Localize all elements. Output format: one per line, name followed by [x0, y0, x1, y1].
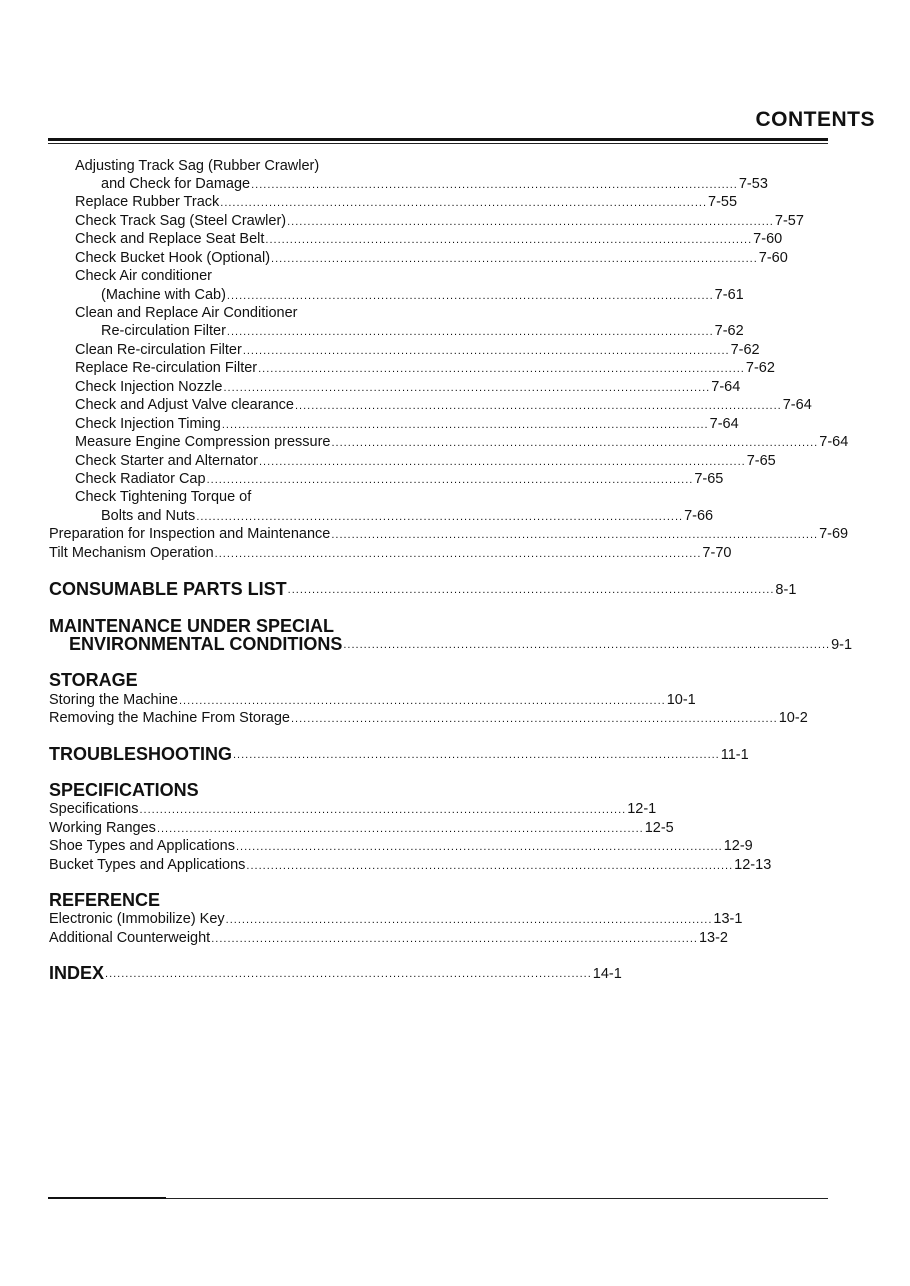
toc-entry-replace-rubber-track[interactable]: [75, 193, 738, 211]
toc-section-maintenance-heading: MAINTENANCE UNDER SPECIAL: [49, 616, 335, 636]
toc-entry-electronic-key[interactable]: [49, 910, 743, 928]
toc-leader: ........................................................................................................................: [156, 823, 644, 835]
toc-leader: ........................................................................................................................: [287, 584, 775, 596]
toc-page: 7-69: [819, 526, 849, 542]
toc-label: Check Starter and Alternator: [75, 453, 258, 469]
toc-entry-starter-alternator[interactable]: [75, 452, 776, 470]
toc-page: 7-64: [711, 379, 741, 395]
toc-section-environmental-conditions[interactable]: [69, 633, 853, 655]
toc-entry-shoe-types[interactable]: [49, 837, 753, 855]
toc-leader: ........................................................................................................................: [223, 382, 711, 394]
toc-label: Working Ranges: [49, 820, 156, 836]
toc-entry-bolts-and-nuts[interactable]: [101, 507, 714, 525]
toc-label: Additional Counterweight: [49, 930, 211, 946]
toc-label: Check Track Sag (Steel Crawler): [75, 213, 287, 229]
toc-entry-preparation[interactable]: [49, 525, 849, 543]
toc-label: INDEX: [49, 963, 105, 983]
toc-leader: ........................................................................................................................: [258, 363, 745, 375]
toc-label: Check Injection Nozzle: [75, 379, 223, 395]
toc-label: Check and Replace Seat Belt: [75, 231, 265, 247]
toc-leader: ........................................................................................................................: [251, 179, 738, 191]
toc-page: 8-1: [775, 582, 797, 598]
toc-entry-injection-timing[interactable]: [75, 415, 739, 433]
toc-label: ENVIRONMENTAL CONDITIONS: [69, 634, 343, 654]
toc-entry-storing-machine[interactable]: [49, 691, 696, 709]
toc-leader: ........................................................................................................................: [225, 914, 713, 926]
toc-page: 7-60: [758, 250, 788, 266]
toc-label: Replace Rubber Track: [75, 194, 220, 210]
toc-label: Bucket Types and Applications: [49, 857, 246, 873]
toc-entry-bucket-hook[interactable]: [75, 249, 788, 267]
toc-page: 7-62: [745, 360, 775, 376]
toc-page: 12-13: [734, 857, 772, 873]
toc-page: 10-2: [778, 710, 808, 726]
toc-entry-tightening-torque: Check Tightening Torque of: [75, 489, 252, 505]
toc-entry-counterweight[interactable]: [49, 929, 728, 947]
toc-page: 7-64: [709, 416, 739, 432]
toc-label: and Check for Damage: [101, 176, 251, 192]
toc-entry-clean-replace-air-conditioner: Clean and Replace Air Conditioner: [75, 305, 298, 321]
toc-section-index[interactable]: [49, 962, 622, 984]
toc-label: Shoe Types and Applications: [49, 838, 235, 854]
toc-label: Electronic (Immobilize) Key: [49, 911, 225, 927]
toc-entry-bucket-types[interactable]: [49, 856, 772, 874]
toc-label: Storing the Machine: [49, 692, 178, 708]
page-title: CONTENTS: [755, 108, 875, 131]
toc-entry-machine-with-cab[interactable]: [101, 286, 744, 304]
toc-entry-replace-recirculation-filter[interactable]: [75, 359, 775, 377]
toc-label: Clean Re-circulation Filter: [75, 342, 242, 358]
toc-leader: ........................................................................................................................: [343, 639, 831, 651]
toc-entry-check-air-conditioner: Check Air conditioner: [75, 268, 213, 284]
toc-leader: ........................................................................................................................: [221, 419, 709, 431]
toc-leader: ........................................................................................................................: [214, 548, 702, 560]
toc-label: Removing the Machine From Storage: [49, 710, 290, 726]
footer-rule-thin: [166, 1198, 828, 1199]
toc-page: 7-65: [694, 471, 724, 487]
toc-leader: ........................................................................................................................: [258, 456, 746, 468]
toc-leader: ........................................................................................................................: [233, 749, 720, 761]
toc-page: 14-1: [592, 966, 622, 982]
toc-leader: ........................................................................................................................: [139, 804, 627, 816]
toc-label: Check Radiator Cap: [75, 471, 206, 487]
toc-label: Check Injection Timing: [75, 416, 221, 432]
toc-leader: ........................................................................................................................: [220, 197, 708, 209]
toc-page: 10-1: [666, 692, 696, 708]
toc-page: 7-70: [702, 545, 732, 561]
toc-page: 7-57: [774, 213, 804, 229]
toc-leader: ........................................................................................................................: [246, 860, 734, 872]
toc-leader: ........................................................................................................................: [196, 511, 684, 523]
toc-entry-specifications[interactable]: [49, 800, 657, 818]
toc-page: 7-61: [714, 287, 744, 303]
toc-section-consumable-parts[interactable]: [49, 578, 797, 600]
toc-label: Preparation for Inspection and Maintenance: [49, 526, 331, 542]
toc-label: Bolts and Nuts: [101, 508, 196, 524]
toc-page: 12-5: [644, 820, 674, 836]
toc-page: 12-9: [723, 838, 753, 854]
toc-page: 13-2: [698, 930, 728, 946]
toc-page: 7-64: [819, 434, 849, 450]
toc-leader: ........................................................................................................................: [242, 345, 730, 357]
toc-leader: ........................................................................................................................: [271, 253, 758, 265]
toc-label: Tilt Mechanism Operation: [49, 545, 214, 561]
toc-leader: ........................................................................................................................: [331, 529, 819, 541]
toc-section-storage-heading: STORAGE: [49, 670, 138, 690]
toc-leader: ........................................................................................................................: [211, 933, 698, 945]
toc-page: 7-55: [708, 194, 738, 210]
toc-page: 7-66: [684, 508, 714, 524]
toc-entry-radiator-cap[interactable]: [75, 470, 724, 488]
toc-page: 9-1: [831, 637, 853, 653]
toc-leader: ........................................................................................................................: [235, 841, 723, 853]
toc-section-troubleshooting[interactable]: [49, 743, 749, 765]
toc-label: Check Bucket Hook (Optional): [75, 250, 271, 266]
toc-entry-tilt-mechanism[interactable]: [49, 544, 732, 562]
toc-leader: ........................................................................................................................: [206, 474, 694, 486]
toc-leader: ........................................................................................................................: [331, 437, 819, 449]
toc-entry-check-track-sag-steel[interactable]: [75, 212, 804, 230]
toc-leader: ........................................................................................................................: [226, 326, 714, 338]
toc-entry-adjusting-track-sag: Adjusting Track Sag (Rubber Crawler): [75, 158, 320, 174]
toc-leader: ........................................................................................................................: [226, 290, 714, 302]
toc-page: 7-65: [746, 453, 776, 469]
toc-label: Specifications: [49, 801, 139, 817]
toc-label: (Machine with Cab): [101, 287, 226, 303]
toc-label: Replace Re-circulation Filter: [75, 360, 258, 376]
toc-section-specifications-heading: SPECIFICATIONS: [49, 780, 199, 800]
toc-entry-working-ranges[interactable]: [49, 819, 674, 837]
toc-page: 7-64: [782, 397, 812, 413]
toc-entry-injection-nozzle[interactable]: [75, 378, 741, 396]
toc-leader: ........................................................................................................................: [178, 695, 666, 707]
toc-label: Check and Adjust Valve clearance: [75, 397, 294, 413]
toc-entry-valve-clearance[interactable]: [75, 396, 812, 414]
toc-leader: ........................................................................................................................: [265, 234, 753, 246]
toc-entry-removing-machine[interactable]: [49, 709, 808, 727]
toc-label: CONSUMABLE PARTS LIST: [49, 579, 287, 599]
toc-page: 7-60: [753, 231, 783, 247]
toc-label: TROUBLESHOOTING: [49, 744, 232, 764]
toc-section-reference-heading: REFERENCE: [49, 890, 161, 910]
toc-page: 13-1: [713, 911, 743, 927]
toc-label: Measure Engine Compression pressure: [75, 434, 331, 450]
toc-entry-compression-pressure[interactable]: [75, 433, 849, 451]
toc-leader: ........................................................................................................................: [294, 400, 782, 412]
toc-page: 7-53: [738, 176, 768, 192]
footer-rule-thick: [48, 1197, 166, 1199]
toc-entry-seat-belt[interactable]: [75, 230, 783, 248]
toc-page: 11-1: [720, 747, 749, 763]
toc-label: Re-circulation Filter: [101, 323, 226, 339]
toc-leader: ........................................................................................................................: [105, 968, 592, 980]
toc-entry-recirculation-filter[interactable]: [101, 322, 744, 340]
toc-page: 7-62: [730, 342, 760, 358]
toc-entry-check-for-damage[interactable]: [101, 175, 768, 193]
toc-page: 12-1: [627, 801, 657, 817]
toc-leader: ........................................................................................................................: [290, 713, 778, 725]
toc-entry-clean-recirculation-filter[interactable]: [75, 341, 760, 359]
toc-page: 7-62: [714, 323, 744, 339]
toc-leader: ........................................................................................................................: [287, 216, 774, 228]
